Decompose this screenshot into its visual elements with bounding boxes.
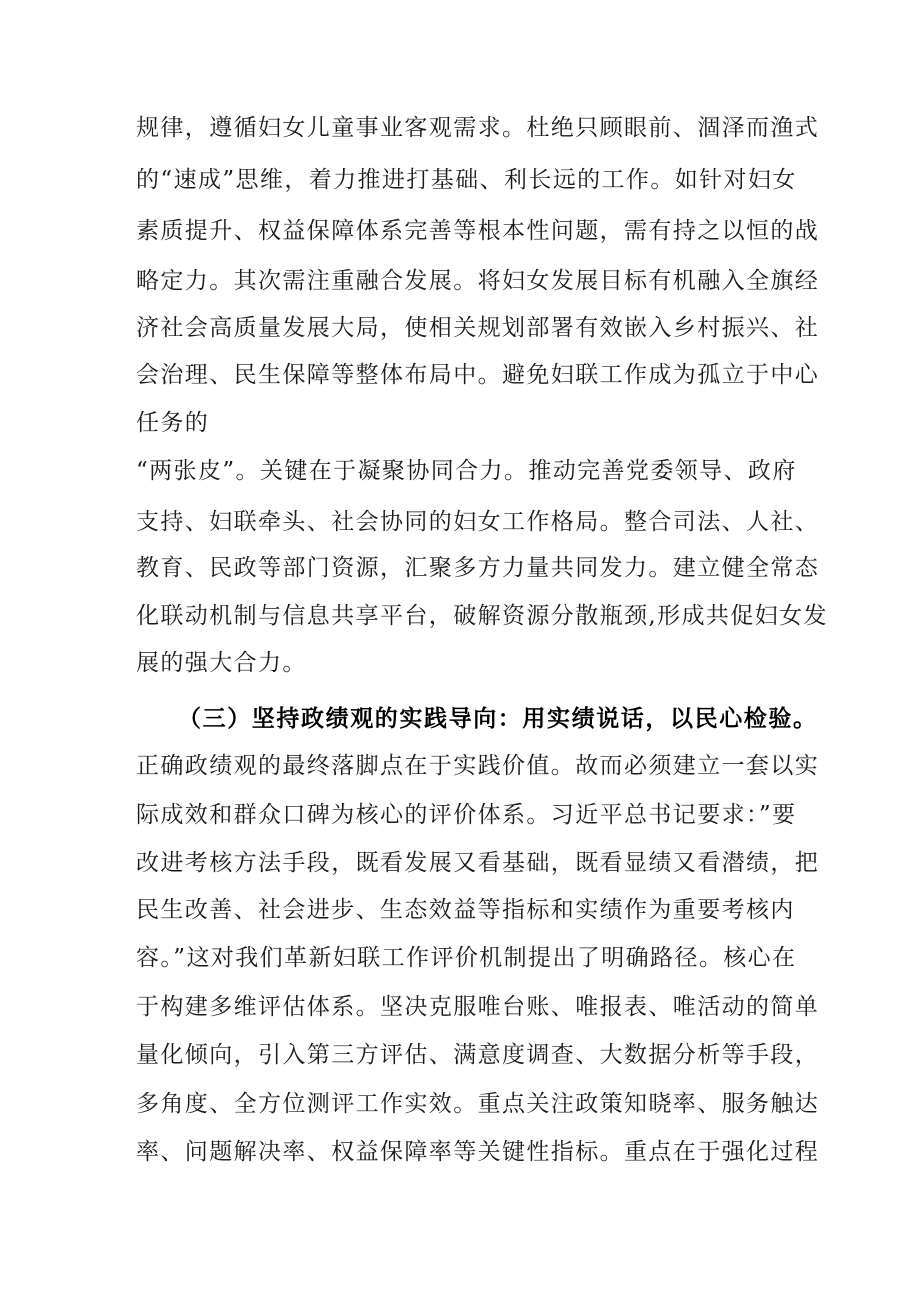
body-text-line: 际成效和群众口碑为核心的评价体系。习近平总书记要求：”要 xyxy=(136,802,797,828)
body-text-line: 的“速成”思维，着力推进打基础、利长远的工作。如针对妇女 xyxy=(136,167,797,193)
body-text-line: 支持、妇联牵头、社会协同的妇女工作格局。整合司法、人社、 xyxy=(136,509,820,535)
body-text-line: 济社会高质量发展大局，使相关规划部署有效嵌入乡村振兴、社 xyxy=(136,315,820,341)
body-text-line: 化联动机制与信息共享平台，破解资源分散瓶颈,形成共促妇女发 xyxy=(136,603,828,629)
body-text-line: 正确政绩观的最终落脚点在于实践价值。故而必须建立一套以实 xyxy=(136,753,820,779)
body-text-line: 于构建多维评估体系。坚决克服唯台账、唯报表、唯活动的简单 xyxy=(136,994,820,1020)
body-text-line: 量化倾向，引入第三方评估、满意度调查、大数据分析等手段， xyxy=(136,1042,820,1068)
body-text-line: 展的强大合力。 xyxy=(136,650,307,676)
body-text-line: 率、问题解决率、权益保障率等关键性指标。重点在于强化过程 xyxy=(136,1139,820,1165)
section-heading: （三）坚持政绩观的实践导向：用实绩说话，以民心检验。 xyxy=(178,705,818,732)
body-text-line: 多角度、全方位测评工作实效。重点关注政策知晓率、服务触达 xyxy=(136,1091,820,1117)
body-text-line: 容。”这对我们革新妇联工作评价机制提出了明确路径。核心在 xyxy=(136,945,797,971)
body-text-line: 改进考核方法手段，既看发展又看基础，既看显绩又看潜绩，把 xyxy=(136,850,820,876)
body-text-line: 会治理、民生保障等整体布局中。避免妇联工作成为孤立于中心 xyxy=(136,362,820,388)
body-text-line: 民生改善、社会进步、生态效益等指标和实绩作为重要考核内 xyxy=(136,897,795,923)
body-text-line: 任务的 xyxy=(136,410,210,436)
body-text-line: 略定力。其次需注重融合发展。将妇女发展目标有机融入全旗经 xyxy=(136,268,820,294)
body-text-line: 素质提升、权益保障体系完善等根本性问题，需有持之以恒的战 xyxy=(136,218,820,244)
body-text-line: 教育、民政等部门资源，汇聚多方力量共同发力。建立健全常态 xyxy=(136,555,820,581)
body-text-line: 规律，遵循妇女儿童事业客观需求。杜绝只顾眼前、涸泽而渔式 xyxy=(136,115,820,141)
body-text-line: “两张皮”。关键在于凝聚协同合力。推动完善党委领导、政府 xyxy=(136,458,797,484)
